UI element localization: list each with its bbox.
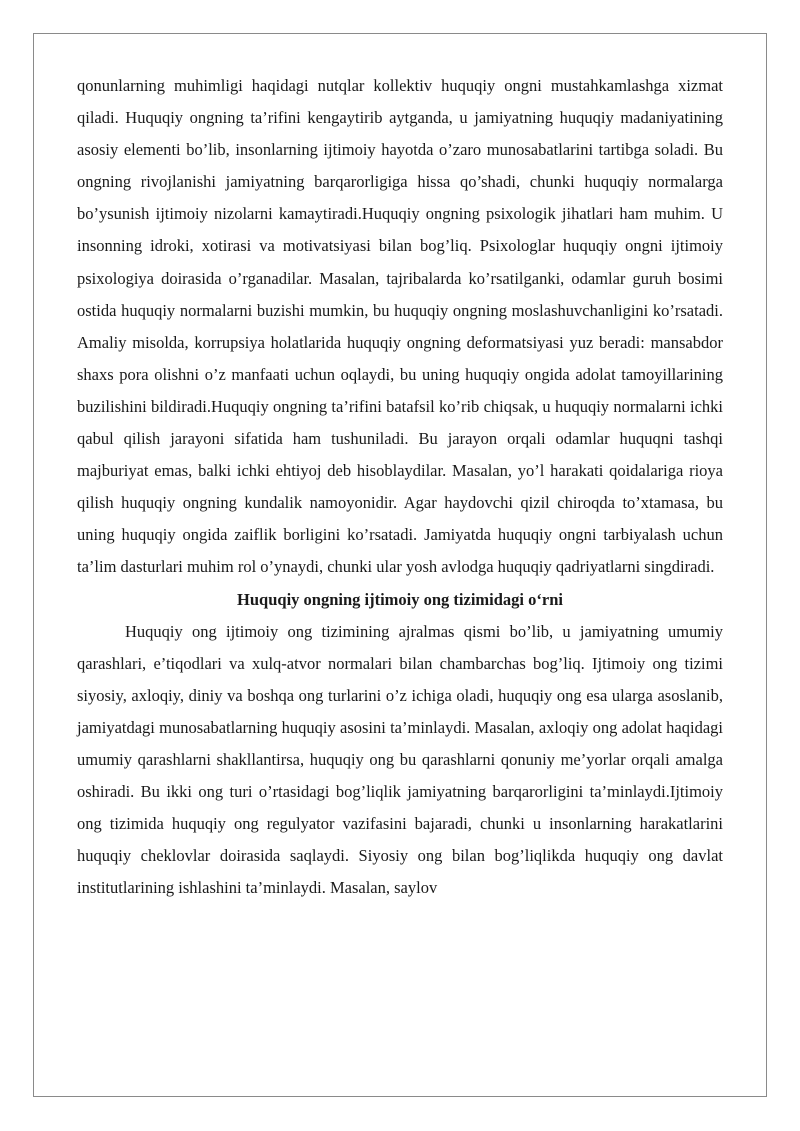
document-body [77, 70, 723, 904]
paragraph-section-intro: Huquqiy ong ijtimoiy ong tizimining ajralmas qismi bo’lib, u jamiyatning umumiy qarashlari, e’tiqodlari va xulq-atvor normalari bilan chambarchas bog’liq. Ijtimoiy ong tizimi siyosiy, axloqiy, diniy va boshqa ong turlarini o’z ichiga oladi, huquqiy ong esa ularga asoslanib, jamiyatdagi munosabatlarning huquqiy asosini ta’minlaydi. Masalan, axloqiy ong adolat haqidagi umumiy qarashlarni shakllantirsa, huquqiy ong bu qarashlarni qonuniy me’yorlar orqali amalga oshiradi. Bu ikki ong turi o’rtasidagi bog’liqlik jamiyatning barqarorligini ta’minlaydi.Ijtimoiy ong tizimida huquqiy ong regulyator vazifasini bajaradi, chunki u insonlarning harakatlarini huquqiy cheklovlar doirasida saqlaydi. Siyosiy ong bilan bog’liqlikda huquqiy ong davlat institutlarining ishlashini ta’minlaydi. Masalan, saylov [77, 621, 723, 898]
section-heading: Huquqiy ongning ijtimoiy ong tizimidagi o‘rni [237, 589, 563, 609]
paragraph-continued: qonunlarning muhimligi haqidagi nutqlar kollektiv huquqiy ongni mustahkamlashga xizmat qiladi. Huquqiy ongning ta’rifini kengaytirib aytganda, u jamiyatning huquqiy madaniyatining asosiy elementi bo’lib, insonlarning ijtimoiy hayotda o’zaro munosabatlarini tartibga soladi. Bu ongning rivojlanishi jamiyatning barqarorligiga hissa qo’shadi, chunki huquqiy normalarga bo’ysunish ijtimoiy nizolarni kamaytiradi.Huquqiy ongning psixologik jihatlari ham muhim. U insonning idroki, xotirasi va motivatsiyasi bilan bog’liq. Psixologlar huquqiy ongni ijtimoiy psixologiya doirasida o’rganadilar. Masalan, tajribalarda ko’rsatilganki, odamlar guruh bosimi ostida huquqiy normalarni buzishi mumkin, bu huquqiy ongning moslashuvchanligini ko’rsatadi. Amaliy misolda, korrupsiya holatlarida huquqiy ongning deformatsiyasi yuz beradi: mansabdor shaxs pora olishni o’z manfaati uchun oqlaydi, bu uning huquqiy ongida adolat tamoyillarining buzilishini bildiradi.Huquqiy ongning ta’rifini batafsil ko’rib chiqsak, u huquqiy normalarni ichki qabul qilish jarayoni sifatida ham tushuniladi. Bu jarayon orqali odamlar huquqni tashqi majburiyat emas, balki ichki ehtiyoj deb hisoblaydilar. Masalan, yo’l harakati qoidalariga rioya qilish huquqiy ongning kundalik namoyonidir. Agar haydovchi qizil chiroqda to’xtamasa, bu uning huquqiy ongida zaiflik borligini ko’rsatadi. Jamiyatda huquqiy ongni tarbiyalash uchun ta’lim dasturlari muhim rol o’ynaydi, chunki ular yosh avlodga huquqiy qadriyatlarni singdiradi. [77, 76, 723, 577]
